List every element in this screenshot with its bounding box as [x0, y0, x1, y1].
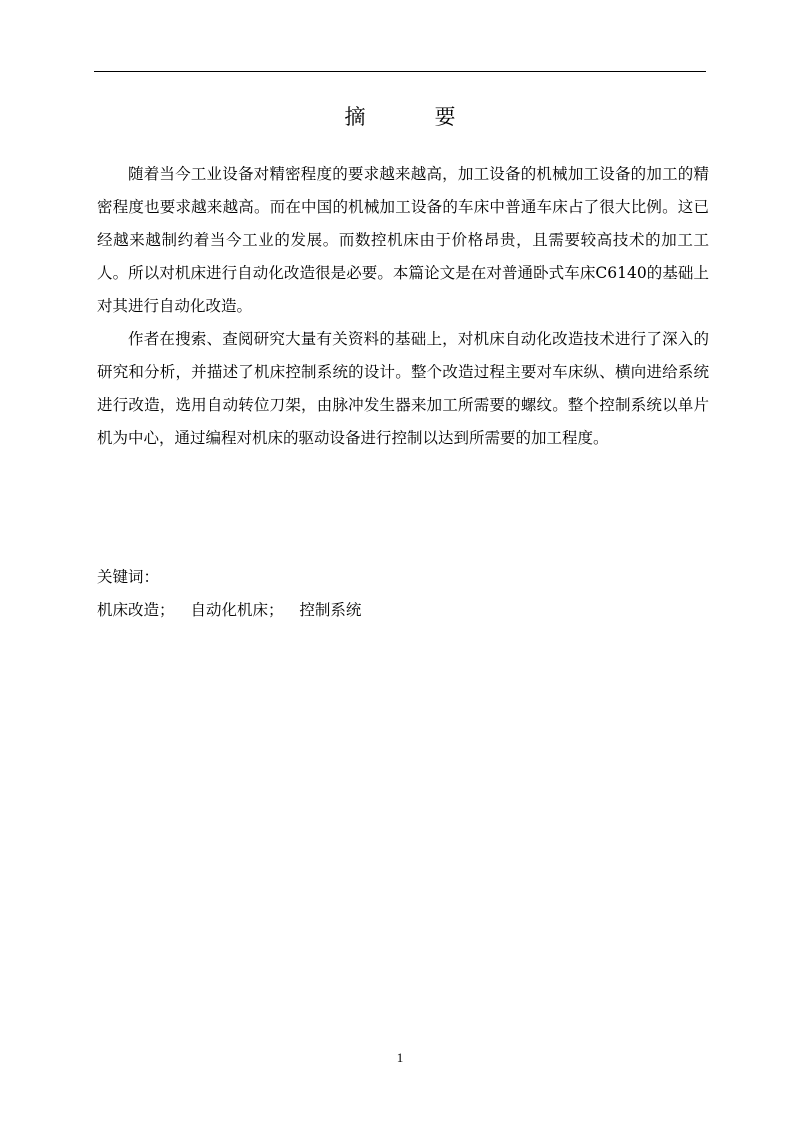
abstract-paragraph-2: 作者在搜索、查阅研究大量有关资料的基础上，对机床自动化改造技术进行了深入的研究和分析，并描述了机床控制系统的设计。整个改造过程主要对车床纵、横向进给系统进行改造，选用自动转位刀架，由脉冲发生器来加工所需要的螺纹。整个控制系统以单片机为中心，通过编程对机床的驱动设备进行控制以达到所需要的加工程度。	[97, 330, 709, 447]
abstract-title: 摘 要	[344, 105, 480, 129]
keyword-item: 机床改造；	[97, 601, 175, 619]
keywords-list	[97, 595, 709, 625]
keyword-item: 控制系统	[299, 601, 362, 619]
keywords-section	[97, 562, 709, 625]
header-rule	[94, 71, 706, 72]
keywords-label: 关键词：	[97, 568, 160, 586]
page-number: 1	[396, 1050, 404, 1065]
abstract-body	[97, 158, 709, 455]
abstract-paragraph-1: 随着当今工业设备对精密程度的要求越来越高，加工设备的机械加工设备的加工的精密程度也要求越来越高。而在中国的机械加工设备的车床中普通车床占了很大比例。这已经越来越制约着当今工业的发展。而数控机床由于价格昂贵，且需要较高技术的加工工人。所以对机床进行自动化改造很是必要。本篇论文是在对普通卧式车床C6140的基础上对其进行自动化改造。	[97, 165, 709, 315]
keyword-item: 自动化机床；	[190, 601, 284, 619]
